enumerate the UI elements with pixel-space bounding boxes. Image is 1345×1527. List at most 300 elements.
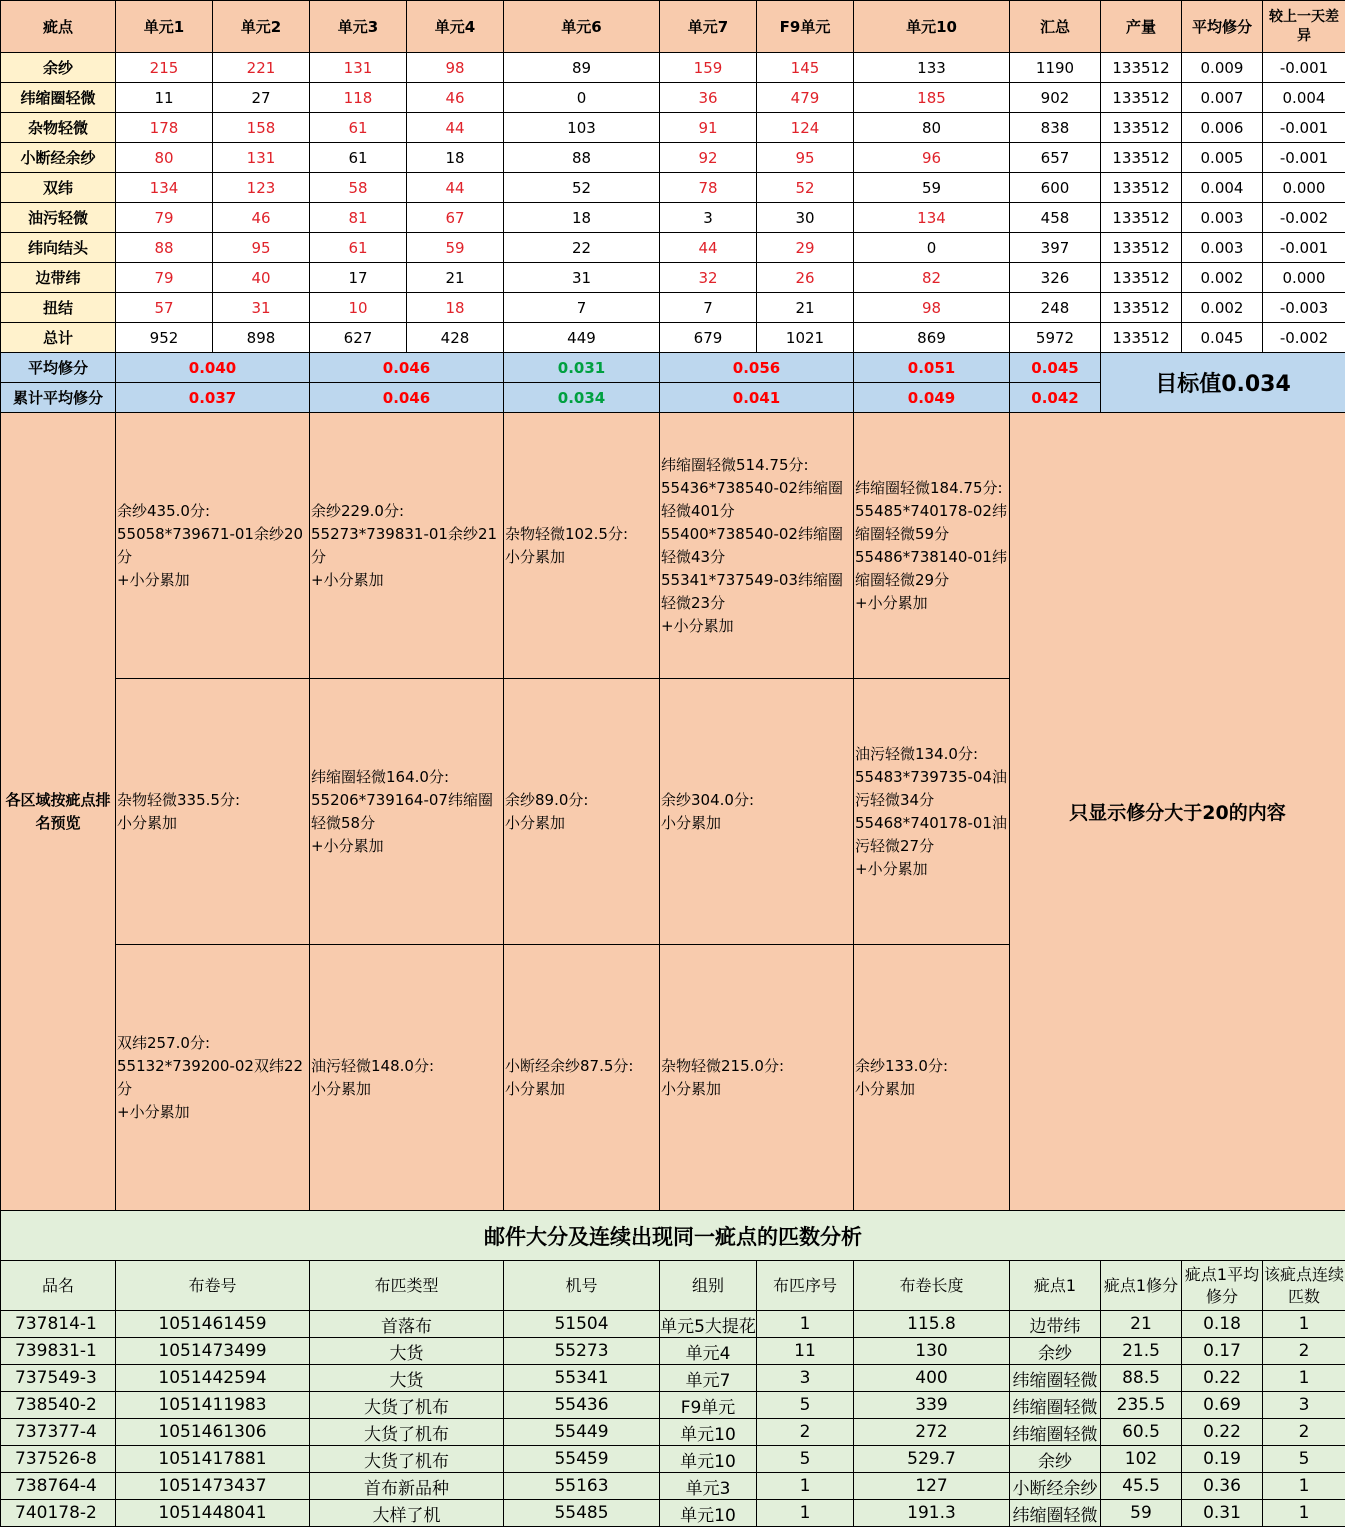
table-cell: 81 <box>310 203 407 233</box>
ranking-note-cell: 小断经余纱87.5分: 小分累加 <box>504 945 660 1211</box>
table-cell: 44 <box>407 113 504 143</box>
header-cell: 单元7 <box>660 1 757 53</box>
analysis-row <box>1 1311 1345 1338</box>
table-cell: -0.003 <box>1263 293 1345 323</box>
table-cell: 185 <box>854 83 1010 113</box>
table-cell: 18 <box>407 143 504 173</box>
analysis-cell: 1 <box>1263 1365 1345 1392</box>
table-cell: 428 <box>407 323 504 353</box>
header-cell: 汇总 <box>1010 1 1101 53</box>
header-cell: 单元2 <box>213 1 310 53</box>
ranking-note-cell: 余纱89.0分: 小分累加 <box>504 679 660 945</box>
table-cell: 627 <box>310 323 407 353</box>
table-cell: 131 <box>213 143 310 173</box>
table-cell: 98 <box>854 293 1010 323</box>
analysis-cell: 115.8 <box>854 1311 1010 1338</box>
analysis-cell: 大货了机布 <box>310 1419 504 1446</box>
analysis-title: 邮件大分及连续出现同一疵点的匹数分析 <box>1 1211 1345 1261</box>
ranking-row <box>1 413 1345 679</box>
analysis-cell: 0.69 <box>1182 1392 1263 1419</box>
header-cell: 单元4 <box>407 1 504 53</box>
table-cell: 898 <box>213 323 310 353</box>
table-row <box>1 203 1345 233</box>
analysis-cell: 0.17 <box>1182 1338 1263 1365</box>
average-label: 平均修分 <box>1 353 116 383</box>
analysis-row <box>1 1419 1345 1446</box>
analysis-cell: 单元10 <box>660 1500 757 1527</box>
analysis-cell: 5 <box>757 1446 854 1473</box>
table-cell: 10 <box>310 293 407 323</box>
table-cell: 0.000 <box>1263 263 1345 293</box>
table-row <box>1 263 1345 293</box>
target-value: 目标值0.034 <box>1101 353 1345 413</box>
table-cell: 0.004 <box>1263 83 1345 113</box>
analysis-cell: 1 <box>1263 1311 1345 1338</box>
defect-label: 纬向结头 <box>1 233 116 263</box>
table-cell: 88 <box>116 233 213 263</box>
table-cell: 59 <box>854 173 1010 203</box>
table-row <box>1 293 1345 323</box>
analysis-cell: 纬缩圈轻微 <box>1010 1500 1101 1527</box>
table-cell: 11 <box>116 83 213 113</box>
analysis-cell: 1 <box>757 1500 854 1527</box>
analysis-cell: 0.22 <box>1182 1365 1263 1392</box>
table-cell: 134 <box>854 203 1010 233</box>
table-cell: 118 <box>310 83 407 113</box>
table-cell: 61 <box>310 143 407 173</box>
table-cell: 134 <box>116 173 213 203</box>
analysis-cell: 102 <box>1101 1446 1182 1473</box>
table-cell: 0 <box>854 233 1010 263</box>
table-row <box>1 83 1345 113</box>
analysis-cell: 大货了机布 <box>310 1446 504 1473</box>
defect-label: 余纱 <box>1 53 116 83</box>
analysis-cell: 130 <box>854 1338 1010 1365</box>
table-cell: 26 <box>757 263 854 293</box>
defect-label: 扭结 <box>1 293 116 323</box>
table-cell: 80 <box>854 113 1010 143</box>
table-cell: -0.001 <box>1263 143 1345 173</box>
header-cell: 平均修分 <box>1182 1 1263 53</box>
defect-label: 杂物轻微 <box>1 113 116 143</box>
table-cell: -0.001 <box>1263 113 1345 143</box>
analysis-cell: 1051448041 <box>116 1500 310 1527</box>
defect-rows <box>1 53 1345 353</box>
ranking-note-cell: 油污轻微134.0分: 55483*739735-04油污轻微34分 55468*740178-01油污轻微27分 +小分累加 <box>854 679 1010 945</box>
analysis-cell: 55341 <box>504 1365 660 1392</box>
table-row <box>1 53 1345 83</box>
table-cell: 3 <box>660 203 757 233</box>
table-cell: 869 <box>854 323 1010 353</box>
ranking-note-cell: 余纱229.0分: 55273*739831-01余纱21分 +小分累加 <box>310 413 504 679</box>
table-cell: 7 <box>504 293 660 323</box>
table-cell: -0.002 <box>1263 323 1345 353</box>
analysis-cell: 大样了机 <box>310 1500 504 1527</box>
table-cell: 30 <box>757 203 854 233</box>
table-cell: 0.009 <box>1182 53 1263 83</box>
analysis-cell: 55459 <box>504 1446 660 1473</box>
table-cell: 0.003 <box>1182 203 1263 233</box>
analysis-rows <box>1 1311 1345 1527</box>
ranking-note-cell: 杂物轻微215.0分: 小分累加 <box>660 945 854 1211</box>
analysis-cell: 单元10 <box>660 1419 757 1446</box>
analysis-cell: 55485 <box>504 1500 660 1527</box>
header-cell: 单元1 <box>116 1 213 53</box>
header-cell: 单元10 <box>854 1 1010 53</box>
analysis-header-cell: 布匹类型 <box>310 1261 504 1311</box>
table-cell: 159 <box>660 53 757 83</box>
ranking-note-cell: 油污轻微148.0分: 小分累加 <box>310 945 504 1211</box>
analysis-row <box>1 1392 1345 1419</box>
table-cell: 1021 <box>757 323 854 353</box>
table-cell: 88 <box>504 143 660 173</box>
analysis-header-cell: 布卷长度 <box>854 1261 1010 1311</box>
analysis-cell: 737814-1 <box>1 1311 116 1338</box>
table-cell: 133512 <box>1101 233 1182 263</box>
table-row <box>1 173 1345 203</box>
analysis-header-cell: 疵点1 <box>1010 1261 1101 1311</box>
table-cell: 22 <box>504 233 660 263</box>
analysis-cell: 1051417881 <box>116 1446 310 1473</box>
ranking-note-cell: 余纱435.0分: 55058*739671-01余纱20分 +小分累加 <box>116 413 310 679</box>
display-rule-note: 只显示修分大于20的内容 <box>1010 413 1345 1211</box>
table-cell: 0.003 <box>1182 233 1263 263</box>
table-cell: 79 <box>116 263 213 293</box>
analysis-cell: 0.18 <box>1182 1311 1263 1338</box>
analysis-cell: 51504 <box>504 1311 660 1338</box>
table-cell: 21 <box>757 293 854 323</box>
table-cell: 82 <box>854 263 1010 293</box>
table-cell: 91 <box>660 113 757 143</box>
table-cell: 79 <box>116 203 213 233</box>
header-cell: 产量 <box>1101 1 1182 53</box>
analysis-cell: 400 <box>854 1365 1010 1392</box>
table-cell: 133512 <box>1101 173 1182 203</box>
cumulative-value: 0.037 <box>116 383 310 413</box>
table-cell: 78 <box>660 173 757 203</box>
table-cell: 40 <box>213 263 310 293</box>
analysis-cell: 纬缩圈轻微 <box>1010 1419 1101 1446</box>
table-cell: 58 <box>310 173 407 203</box>
ranking-note-cell: 余纱133.0分: 小分累加 <box>854 945 1010 1211</box>
defect-label: 纬缩圈轻微 <box>1 83 116 113</box>
ranking-note-cell: 纬缩圈轻微164.0分: 55206*739164-07纬缩圈轻微58分 +小分累加 <box>310 679 504 945</box>
analysis-header-cell: 该疵点连续匹数 <box>1263 1261 1345 1311</box>
analysis-cell: 45.5 <box>1101 1473 1182 1500</box>
average-value: 0.046 <box>310 353 504 383</box>
average-value: 0.040 <box>116 353 310 383</box>
analysis-cell: 272 <box>854 1419 1010 1446</box>
table-cell: 31 <box>504 263 660 293</box>
analysis-cell: 21 <box>1101 1311 1182 1338</box>
analysis-cell: 1051411983 <box>116 1392 310 1419</box>
table-cell: 0.004 <box>1182 173 1263 203</box>
table-cell: 0 <box>504 83 660 113</box>
analysis-cell: 11 <box>757 1338 854 1365</box>
table-cell: 0.006 <box>1182 113 1263 143</box>
analysis-header-cell: 机号 <box>504 1261 660 1311</box>
analysis-cell: 339 <box>854 1392 1010 1419</box>
analysis-cell: 单元4 <box>660 1338 757 1365</box>
analysis-row <box>1 1473 1345 1500</box>
analysis-cell: 235.5 <box>1101 1392 1182 1419</box>
ranking-note-cell: 杂物轻微102.5分: 小分累加 <box>504 413 660 679</box>
table-cell: 133512 <box>1101 293 1182 323</box>
analysis-cell: 首布新品种 <box>310 1473 504 1500</box>
table-cell: 133 <box>854 53 1010 83</box>
analysis-cell: 737377-4 <box>1 1419 116 1446</box>
analysis-cell: 单元10 <box>660 1446 757 1473</box>
analysis-cell: 0.31 <box>1182 1500 1263 1527</box>
analysis-cell: 单元3 <box>660 1473 757 1500</box>
table-cell: 17 <box>310 263 407 293</box>
analysis-cell: 21.5 <box>1101 1338 1182 1365</box>
table-cell: 98 <box>407 53 504 83</box>
table-cell: 31 <box>213 293 310 323</box>
analysis-cell: 纬缩圈轻微 <box>1010 1392 1101 1419</box>
table-cell: 133512 <box>1101 323 1182 353</box>
table-row <box>1 323 1345 353</box>
cumulative-value: 0.042 <box>1010 383 1101 413</box>
table-cell: 18 <box>407 293 504 323</box>
analysis-header-cell: 布卷号 <box>116 1261 310 1311</box>
analysis-cell: 529.7 <box>854 1446 1010 1473</box>
table-cell: 952 <box>116 323 213 353</box>
analysis-cell: 737549-3 <box>1 1365 116 1392</box>
table-cell: 133512 <box>1101 143 1182 173</box>
analysis-cell: 3 <box>757 1365 854 1392</box>
ranking-note-cell: 纬缩圈轻微184.75分: 55485*740178-02纬缩圈轻微59分 55486*738140-01纬缩圈轻微29分 +小分累加 <box>854 413 1010 679</box>
cumulative-value: 0.049 <box>854 383 1010 413</box>
analysis-cell: 3 <box>1263 1392 1345 1419</box>
analysis-cell: 191.3 <box>854 1500 1010 1527</box>
table-cell: 52 <box>504 173 660 203</box>
table-cell: -0.002 <box>1263 203 1345 233</box>
table-cell: 133512 <box>1101 83 1182 113</box>
table-cell: 0.007 <box>1182 83 1263 113</box>
table-cell: 44 <box>660 233 757 263</box>
analysis-cell: 纬缩圈轻微 <box>1010 1365 1101 1392</box>
table-cell: -0.001 <box>1263 233 1345 263</box>
analysis-table <box>0 1210 1345 1527</box>
analysis-cell: 1051461459 <box>116 1311 310 1338</box>
defect-label: 双纬 <box>1 173 116 203</box>
table-cell: -0.001 <box>1263 53 1345 83</box>
analysis-header-row <box>1 1261 1345 1311</box>
ranking-note-cell: 双纬257.0分: 55132*739200-02双纬22分 +小分累加 <box>116 945 310 1211</box>
table-cell: 59 <box>407 233 504 263</box>
analysis-cell: 55273 <box>504 1338 660 1365</box>
table-cell: 133512 <box>1101 53 1182 83</box>
header-cell: 较上一天差异 <box>1263 1 1345 53</box>
defect-label: 小断经余纱 <box>1 143 116 173</box>
table-cell: 133512 <box>1101 113 1182 143</box>
average-value: 0.051 <box>854 353 1010 383</box>
table-cell: 458 <box>1010 203 1101 233</box>
analysis-cell: 0.36 <box>1182 1473 1263 1500</box>
table-cell: 248 <box>1010 293 1101 323</box>
analysis-cell: 大货 <box>310 1338 504 1365</box>
ranking-note-cell: 杂物轻微335.5分: 小分累加 <box>116 679 310 945</box>
table-cell: 838 <box>1010 113 1101 143</box>
table-cell: 326 <box>1010 263 1101 293</box>
analysis-cell: 55163 <box>504 1473 660 1500</box>
analysis-cell: 1 <box>757 1473 854 1500</box>
analysis-header-cell: 布匹序号 <box>757 1261 854 1311</box>
table-cell: 36 <box>660 83 757 113</box>
analysis-cell: 2 <box>757 1419 854 1446</box>
table-row <box>1 233 1345 263</box>
analysis-cell: 1051461306 <box>116 1419 310 1446</box>
table-header-row <box>1 1 1345 53</box>
table-cell: 479 <box>757 83 854 113</box>
table-cell: 397 <box>1010 233 1101 263</box>
analysis-cell: 740178-2 <box>1 1500 116 1527</box>
analysis-cell: 余纱 <box>1010 1446 1101 1473</box>
analysis-cell: 5 <box>1263 1446 1345 1473</box>
defect-label: 边带纬 <box>1 263 116 293</box>
table-cell: 221 <box>213 53 310 83</box>
table-cell: 0.002 <box>1182 263 1263 293</box>
table-cell: 215 <box>116 53 213 83</box>
table-cell: 96 <box>854 143 1010 173</box>
table-cell: 44 <box>407 173 504 203</box>
table-cell: 124 <box>757 113 854 143</box>
table-cell: 89 <box>504 53 660 83</box>
table-cell: 0.000 <box>1263 173 1345 203</box>
table-cell: 1190 <box>1010 53 1101 83</box>
cumulative-label: 累计平均修分 <box>1 383 116 413</box>
defect-label: 总计 <box>1 323 116 353</box>
analysis-cell: 55449 <box>504 1419 660 1446</box>
table-cell: 178 <box>116 113 213 143</box>
ranking-label: 各区域按疵点排名预览 <box>1 413 116 1211</box>
table-cell: 32 <box>660 263 757 293</box>
average-value: 0.056 <box>660 353 854 383</box>
cumulative-value: 0.046 <box>310 383 504 413</box>
table-cell: 92 <box>660 143 757 173</box>
analysis-cell: 1 <box>1263 1473 1345 1500</box>
header-cell: F9单元 <box>757 1 854 53</box>
average-score-row <box>1 353 1345 383</box>
analysis-cell: 127 <box>854 1473 1010 1500</box>
header-cell: 单元3 <box>310 1 407 53</box>
table-cell: 103 <box>504 113 660 143</box>
table-cell: 0.045 <box>1182 323 1263 353</box>
analysis-cell: 739831-1 <box>1 1338 116 1365</box>
analysis-row <box>1 1446 1345 1473</box>
cumulative-value: 0.041 <box>660 383 854 413</box>
analysis-cell: 余纱 <box>1010 1338 1101 1365</box>
cumulative-value: 0.034 <box>504 383 660 413</box>
table-cell: 158 <box>213 113 310 143</box>
table-cell: 131 <box>310 53 407 83</box>
analysis-header-cell: 疵点1平均修分 <box>1182 1261 1263 1311</box>
table-cell: 133512 <box>1101 263 1182 293</box>
analysis-cell: 738540-2 <box>1 1392 116 1419</box>
table-cell: 600 <box>1010 173 1101 203</box>
table-cell: 657 <box>1010 143 1101 173</box>
table-cell: 46 <box>213 203 310 233</box>
table-cell: 46 <box>407 83 504 113</box>
table-row <box>1 113 1345 143</box>
analysis-cell: 59 <box>1101 1500 1182 1527</box>
table-cell: 61 <box>310 233 407 263</box>
analysis-cell: 2 <box>1263 1419 1345 1446</box>
table-cell: 80 <box>116 143 213 173</box>
analysis-cell: 2 <box>1263 1338 1345 1365</box>
table-cell: 57 <box>116 293 213 323</box>
analysis-cell: 0.22 <box>1182 1419 1263 1446</box>
analysis-cell: 单元7 <box>660 1365 757 1392</box>
header-cell: 疵点 <box>1 1 116 53</box>
table-cell: 0.005 <box>1182 143 1263 173</box>
table-cell: 0.002 <box>1182 293 1263 323</box>
analysis-cell: 大货了机布 <box>310 1392 504 1419</box>
table-cell: 902 <box>1010 83 1101 113</box>
analysis-cell: 1 <box>757 1311 854 1338</box>
analysis-cell: 737526-8 <box>1 1446 116 1473</box>
table-cell: 21 <box>407 263 504 293</box>
analysis-cell: 55436 <box>504 1392 660 1419</box>
table-cell: 679 <box>660 323 757 353</box>
analysis-header-cell: 疵点1修分 <box>1101 1261 1182 1311</box>
analysis-cell: 1051473499 <box>116 1338 310 1365</box>
table-cell: 18 <box>504 203 660 233</box>
table-cell: 27 <box>213 83 310 113</box>
analysis-cell: 1051442594 <box>116 1365 310 1392</box>
table-cell: 449 <box>504 323 660 353</box>
analysis-cell: 60.5 <box>1101 1419 1182 1446</box>
table-cell: 145 <box>757 53 854 83</box>
analysis-cell: 首落布 <box>310 1311 504 1338</box>
table-cell: 61 <box>310 113 407 143</box>
table-row <box>1 143 1345 173</box>
table-cell: 123 <box>213 173 310 203</box>
analysis-cell: 边带纬 <box>1010 1311 1101 1338</box>
table-cell: 133512 <box>1101 203 1182 233</box>
analysis-cell: 大货 <box>310 1365 504 1392</box>
analysis-cell: 0.19 <box>1182 1446 1263 1473</box>
analysis-header-cell: 品名 <box>1 1261 116 1311</box>
analysis-row <box>1 1338 1345 1365</box>
table-cell: 52 <box>757 173 854 203</box>
table-cell: 5972 <box>1010 323 1101 353</box>
analysis-cell: 1051473437 <box>116 1473 310 1500</box>
average-value: 0.031 <box>504 353 660 383</box>
analysis-cell: 738764-4 <box>1 1473 116 1500</box>
table-cell: 67 <box>407 203 504 233</box>
header-cell: 单元6 <box>504 1 660 53</box>
analysis-cell: 单元5大提花 <box>660 1311 757 1338</box>
analysis-cell: 88.5 <box>1101 1365 1182 1392</box>
analysis-cell: 1 <box>1263 1500 1345 1527</box>
analysis-row <box>1 1365 1345 1392</box>
average-value: 0.045 <box>1010 353 1101 383</box>
analysis-cell: 小断经余纱 <box>1010 1473 1101 1500</box>
table-cell: 7 <box>660 293 757 323</box>
table-cell: 95 <box>213 233 310 263</box>
analysis-cell: 5 <box>757 1392 854 1419</box>
ranking-note-cell: 余纱304.0分: 小分累加 <box>660 679 854 945</box>
analysis-title-row <box>1 1211 1345 1261</box>
analysis-header-cell: 组别 <box>660 1261 757 1311</box>
table-cell: 29 <box>757 233 854 263</box>
ranking-note-cell: 纬缩圈轻微514.75分: 55436*738540-02纬缩圈轻微401分 55400*738540-02纬缩圈轻微43分 55341*737549-03纬缩圈轻微23分 +小分累加 <box>660 413 854 679</box>
table-cell: 95 <box>757 143 854 173</box>
analysis-cell: F9单元 <box>660 1392 757 1419</box>
defect-label: 油污轻微 <box>1 203 116 233</box>
